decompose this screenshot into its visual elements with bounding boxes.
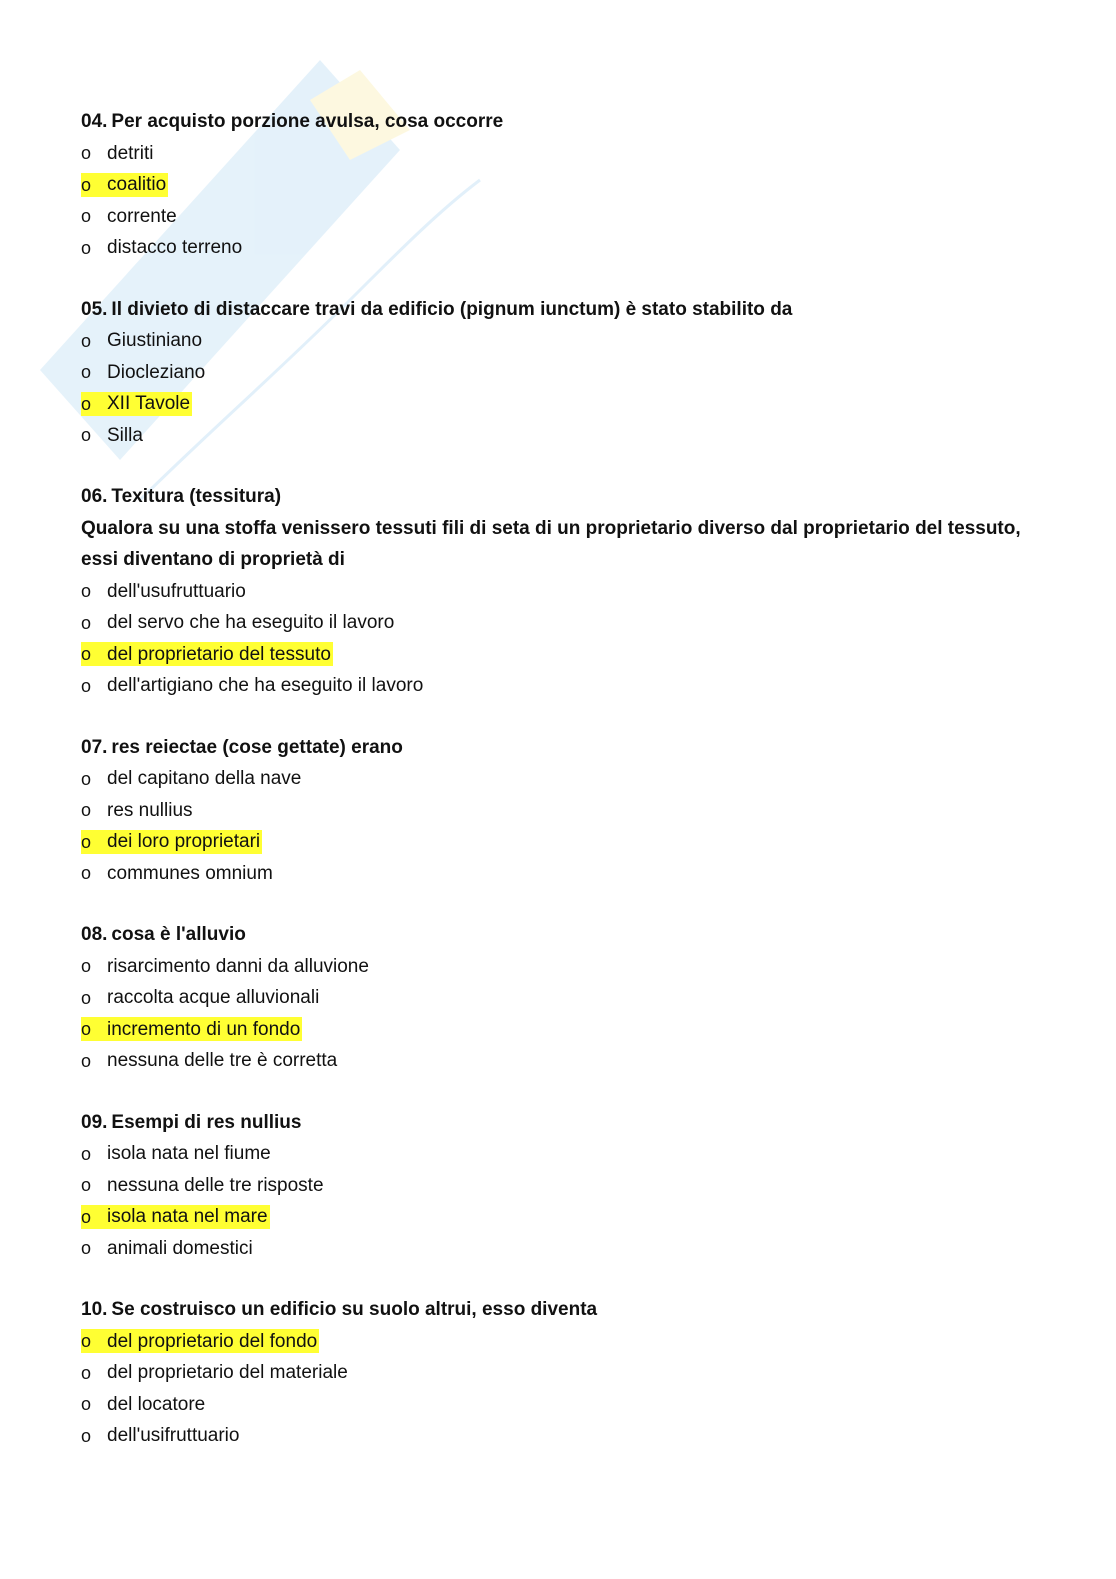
circle-bullet-icon: o	[81, 800, 92, 821]
option-text: del proprietario del tessuto	[107, 643, 331, 665]
option-text: risarcimento danni da alluvione	[107, 955, 369, 977]
circle-bullet-icon: o	[81, 581, 92, 602]
circle-bullet-icon: o	[81, 393, 92, 414]
question-title	[81, 481, 1061, 513]
question-number: 09.	[81, 1111, 108, 1133]
circle-bullet-icon: o	[81, 612, 92, 633]
answer-options	[81, 951, 1061, 1077]
question-title	[81, 1294, 1061, 1326]
question-number: 05.	[81, 298, 108, 320]
question-title	[81, 1107, 1061, 1139]
answer-options	[81, 576, 1061, 702]
option-text: dei loro proprietari	[107, 831, 261, 852]
option-text: dell'usifruttuario	[107, 1425, 240, 1446]
circle-bullet-icon: o	[81, 831, 92, 852]
answer-option	[81, 607, 1061, 639]
circle-bullet-icon: o	[81, 1143, 92, 1164]
question-number: 04.	[81, 111, 108, 132]
question-title	[81, 294, 1061, 326]
answer-option	[81, 576, 1061, 608]
question-title	[81, 732, 1061, 764]
answer-option	[81, 1233, 1061, 1265]
answer-options	[81, 325, 1061, 451]
option-text: Giustiniano	[107, 330, 203, 351]
circle-bullet-icon: o	[81, 1206, 92, 1227]
circle-bullet-icon: o	[81, 644, 92, 665]
question-08	[81, 919, 1061, 1077]
answer-option-correct	[81, 1201, 1061, 1233]
circle-bullet-icon: o	[81, 1394, 92, 1415]
answer-option-correct	[81, 1326, 1061, 1358]
answer-option	[81, 1138, 1061, 1170]
answer-option	[81, 325, 1061, 357]
question-number: 08.	[81, 924, 108, 945]
option-text: dell'artigiano che ha eseguito il lavoro	[107, 675, 424, 696]
question-text: Se costruisco un edificio su suolo altrui, esso diventa	[111, 1299, 598, 1320]
option-text: incremento di un fondo	[107, 1018, 301, 1040]
answer-option	[81, 795, 1061, 827]
answer-option-correct	[81, 639, 1061, 671]
circle-bullet-icon: o	[81, 362, 92, 383]
circle-bullet-icon: o	[81, 206, 92, 227]
question-text: res reiectae (cose gettate) erano	[111, 736, 403, 758]
circle-bullet-icon: o	[81, 1019, 92, 1040]
answer-options	[81, 138, 1061, 264]
answer-option	[81, 951, 1061, 983]
answer-option	[81, 232, 1061, 264]
circle-bullet-icon: o	[81, 1050, 92, 1071]
answer-option-correct	[81, 826, 1061, 858]
circle-bullet-icon: o	[81, 237, 92, 258]
circle-bullet-icon: o	[81, 1362, 92, 1383]
answer-option	[81, 138, 1061, 170]
answer-option-correct	[81, 169, 1061, 201]
option-text: isola nata nel fiume	[107, 1143, 271, 1164]
answer-option-correct	[81, 388, 1061, 420]
answer-options	[81, 1138, 1061, 1264]
option-text: communes omnium	[107, 862, 273, 884]
option-text: coalitio	[107, 174, 167, 195]
circle-bullet-icon: o	[81, 987, 92, 1008]
question-text: Esempi di res nullius	[111, 1111, 302, 1133]
option-text: dell'usufruttuario	[107, 580, 246, 602]
answer-option	[81, 1170, 1061, 1202]
question-number: 06.	[81, 486, 108, 507]
answer-option	[81, 357, 1061, 389]
circle-bullet-icon: o	[81, 1425, 92, 1446]
answer-option	[81, 1389, 1061, 1421]
question-06	[81, 481, 1061, 702]
option-text: nessuna delle tre risposte	[107, 1174, 324, 1196]
circle-bullet-icon: o	[81, 675, 92, 696]
circle-bullet-icon: o	[81, 1331, 92, 1352]
option-text: distacco terreno	[107, 237, 243, 258]
question-number: 07.	[81, 736, 108, 758]
circle-bullet-icon: o	[81, 863, 92, 884]
answer-option	[81, 1045, 1061, 1077]
option-text: Diocleziano	[107, 361, 206, 383]
question-04	[81, 106, 1061, 264]
answer-option	[81, 201, 1061, 233]
question-07	[81, 732, 1061, 890]
question-text: Per acquisto porzione avulsa, cosa occorre	[111, 111, 504, 132]
option-text: detriti	[107, 142, 154, 164]
circle-bullet-icon: o	[81, 330, 92, 351]
question-05	[81, 294, 1061, 452]
question-text: Texitura (tessitura)	[111, 486, 282, 507]
answer-option	[81, 982, 1061, 1014]
circle-bullet-icon: o	[81, 425, 92, 446]
option-text: animali domestici	[107, 1237, 253, 1259]
option-text: XII Tavole	[107, 393, 191, 414]
circle-bullet-icon: o	[81, 174, 92, 195]
circle-bullet-icon: o	[81, 1238, 92, 1259]
option-text: res nullius	[107, 799, 193, 821]
answer-option-correct	[81, 1014, 1061, 1046]
answer-option	[81, 1357, 1061, 1389]
question-text: Il divieto di distaccare travi da edificio (pignum iunctum) è stato stabilito da	[111, 298, 793, 320]
answer-option	[81, 858, 1061, 890]
answer-option	[81, 420, 1061, 452]
answer-option	[81, 763, 1061, 795]
question-10	[81, 1294, 1061, 1452]
quiz-page	[81, 106, 1061, 1482]
circle-bullet-icon: o	[81, 1175, 92, 1196]
answer-options	[81, 763, 1061, 889]
option-text: del capitano della nave	[107, 768, 302, 789]
question-text: cosa è l'alluvio	[111, 924, 246, 945]
question-number: 10.	[81, 1299, 108, 1320]
answer-options	[81, 1326, 1061, 1452]
option-text: del locatore	[107, 1393, 206, 1415]
question-title	[81, 106, 1061, 138]
circle-bullet-icon: o	[81, 143, 92, 164]
option-text: corrente	[107, 205, 177, 227]
question-title	[81, 919, 1061, 951]
option-text: del servo che ha eseguito il lavoro	[107, 612, 395, 633]
circle-bullet-icon: o	[81, 956, 92, 977]
option-text: Silla	[107, 424, 143, 446]
option-text: del proprietario del materiale	[107, 1362, 348, 1383]
circle-bullet-icon: o	[81, 768, 92, 789]
answer-option	[81, 1420, 1061, 1452]
option-text: isola nata nel mare	[107, 1206, 268, 1227]
option-text: del proprietario del fondo	[107, 1330, 318, 1352]
answer-option	[81, 670, 1061, 702]
option-text: raccolta acque alluvionali	[107, 987, 320, 1008]
option-text: nessuna delle tre è corretta	[107, 1050, 338, 1071]
question-description: Qualora su una stoffa venissero tessuti fili di seta di un proprietario diverso dal proprietario del tessuto, essi diventano di proprietà di	[81, 517, 1021, 570]
question-09	[81, 1107, 1061, 1265]
